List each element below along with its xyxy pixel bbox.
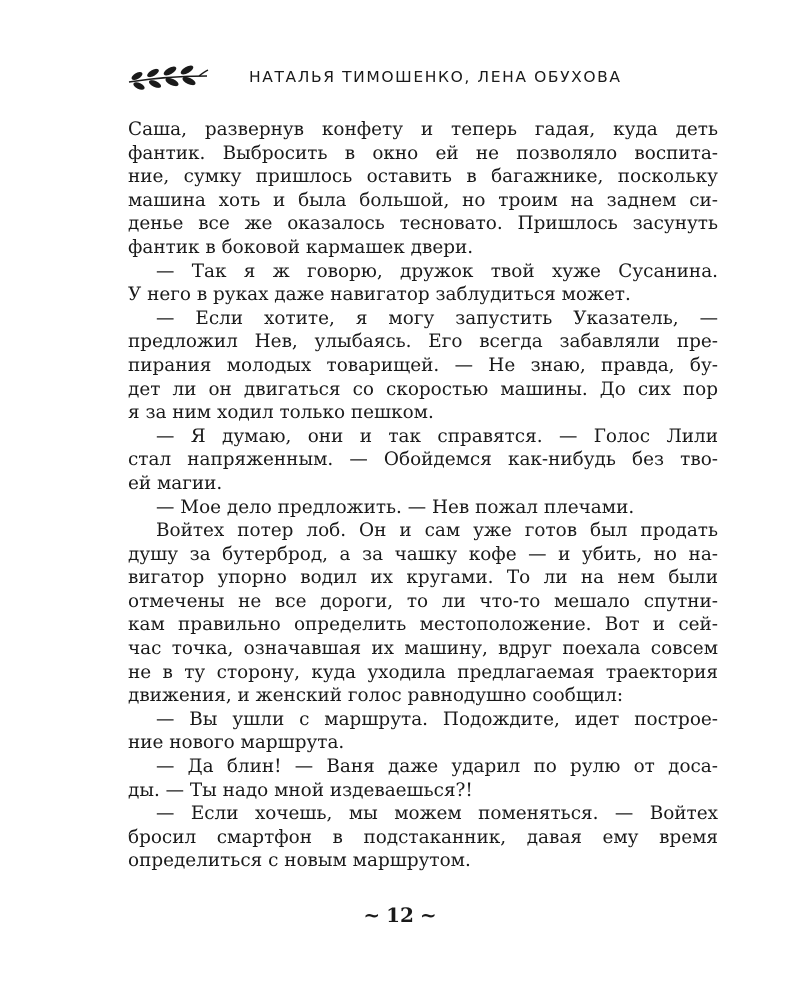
text-line: ние, сумку пришлось оставить в багажнике, поскольку bbox=[128, 166, 718, 188]
text-line: — Вы ушли с маршрута. Подождите, идет построе- bbox=[156, 708, 718, 730]
text-line: душу за бутерброд, а за чашку кофе — и убить, но на- bbox=[128, 543, 718, 565]
text-line: машина хоть и была большой, но троим на заднем си- bbox=[128, 189, 718, 211]
text-line: не в ту сторону, куда уходила предлагаемая траектория bbox=[128, 661, 718, 683]
text-line: фантик. Выбросить в окно ей не позволяло воспита- bbox=[128, 142, 718, 164]
text-line: пирания молодых товарищей. — Не знаю, правда, бу- bbox=[128, 354, 718, 376]
text-line: — Мое дело предложить. — Нев пожал плечами. bbox=[156, 496, 635, 518]
text-line: — Так я ж говорю, дружок твой хуже Сусанина. bbox=[156, 260, 718, 282]
text-line: Саша, развернув конфету и теперь гадая, куда деть bbox=[128, 119, 718, 140]
text-line: дет ли он двигаться со скоростью машины. До сих пор bbox=[128, 378, 718, 400]
text-line: вигатор упорно водил их кругами. То ли на нем были bbox=[128, 567, 718, 589]
page-number bbox=[0, 903, 800, 927]
text-line: стал напряженным. — Обойдемся как-нибудь без тво- bbox=[128, 449, 718, 471]
running-head: НАТАЛЬЯ ТИМОШЕНКО, ЛЕНА ОБУХОВА bbox=[249, 68, 622, 86]
text-line: фантик в боковой кармашек двери. bbox=[128, 236, 474, 258]
text-line: ей магии. bbox=[128, 472, 223, 494]
text-line: Войтех потер лоб. Он и сам уже готов был продать bbox=[156, 520, 718, 542]
text-line: ние нового маршрута. bbox=[128, 732, 345, 754]
text-line: час точка, означавшая их машину, вдруг поехала совсем bbox=[128, 638, 718, 660]
text-line: я за ним ходил только пешком. bbox=[128, 402, 434, 424]
text-line: У него в руках даже навигатор заблудиться может. bbox=[128, 284, 631, 306]
text-line: определиться с новым маршрутом. bbox=[128, 850, 471, 872]
page-header bbox=[127, 62, 717, 102]
text-line: отмечены не все дороги, то ли что-то мешало спутни- bbox=[128, 590, 718, 612]
text-line: — Я думаю, они и так справятся. — Голос Лили bbox=[156, 425, 718, 447]
text-line: предложил Нев, улыбаясь. Его всегда забавляли пре- bbox=[128, 331, 718, 353]
tilde-right: ~ bbox=[419, 903, 437, 927]
text-line: бросил смартфон в подстаканник, давая ему время bbox=[128, 826, 718, 848]
text-line: — Да блин! — Ваня даже ударил по рулю от доса- bbox=[156, 756, 718, 778]
body-text bbox=[128, 118, 718, 873]
text-line: кам правильно определить местоположение. Вот и сей- bbox=[128, 614, 718, 636]
text-line: — Если хочешь, мы можем поменяться. — Войтех bbox=[156, 803, 718, 825]
leaf-branch-icon bbox=[127, 64, 209, 94]
text-line: — Если хотите, я могу запустить Указатель, — bbox=[156, 307, 718, 329]
text-line: движения, и женский голос равнодушно сообщил: bbox=[128, 685, 624, 707]
page-number-value: 12 bbox=[386, 903, 414, 927]
tilde-left: ~ bbox=[363, 903, 381, 927]
text-line: ды. — Ты надо мной издеваешься?! bbox=[128, 779, 473, 801]
text-line: денье все же оказалось тесновато. Пришлось засунуть bbox=[128, 213, 718, 235]
